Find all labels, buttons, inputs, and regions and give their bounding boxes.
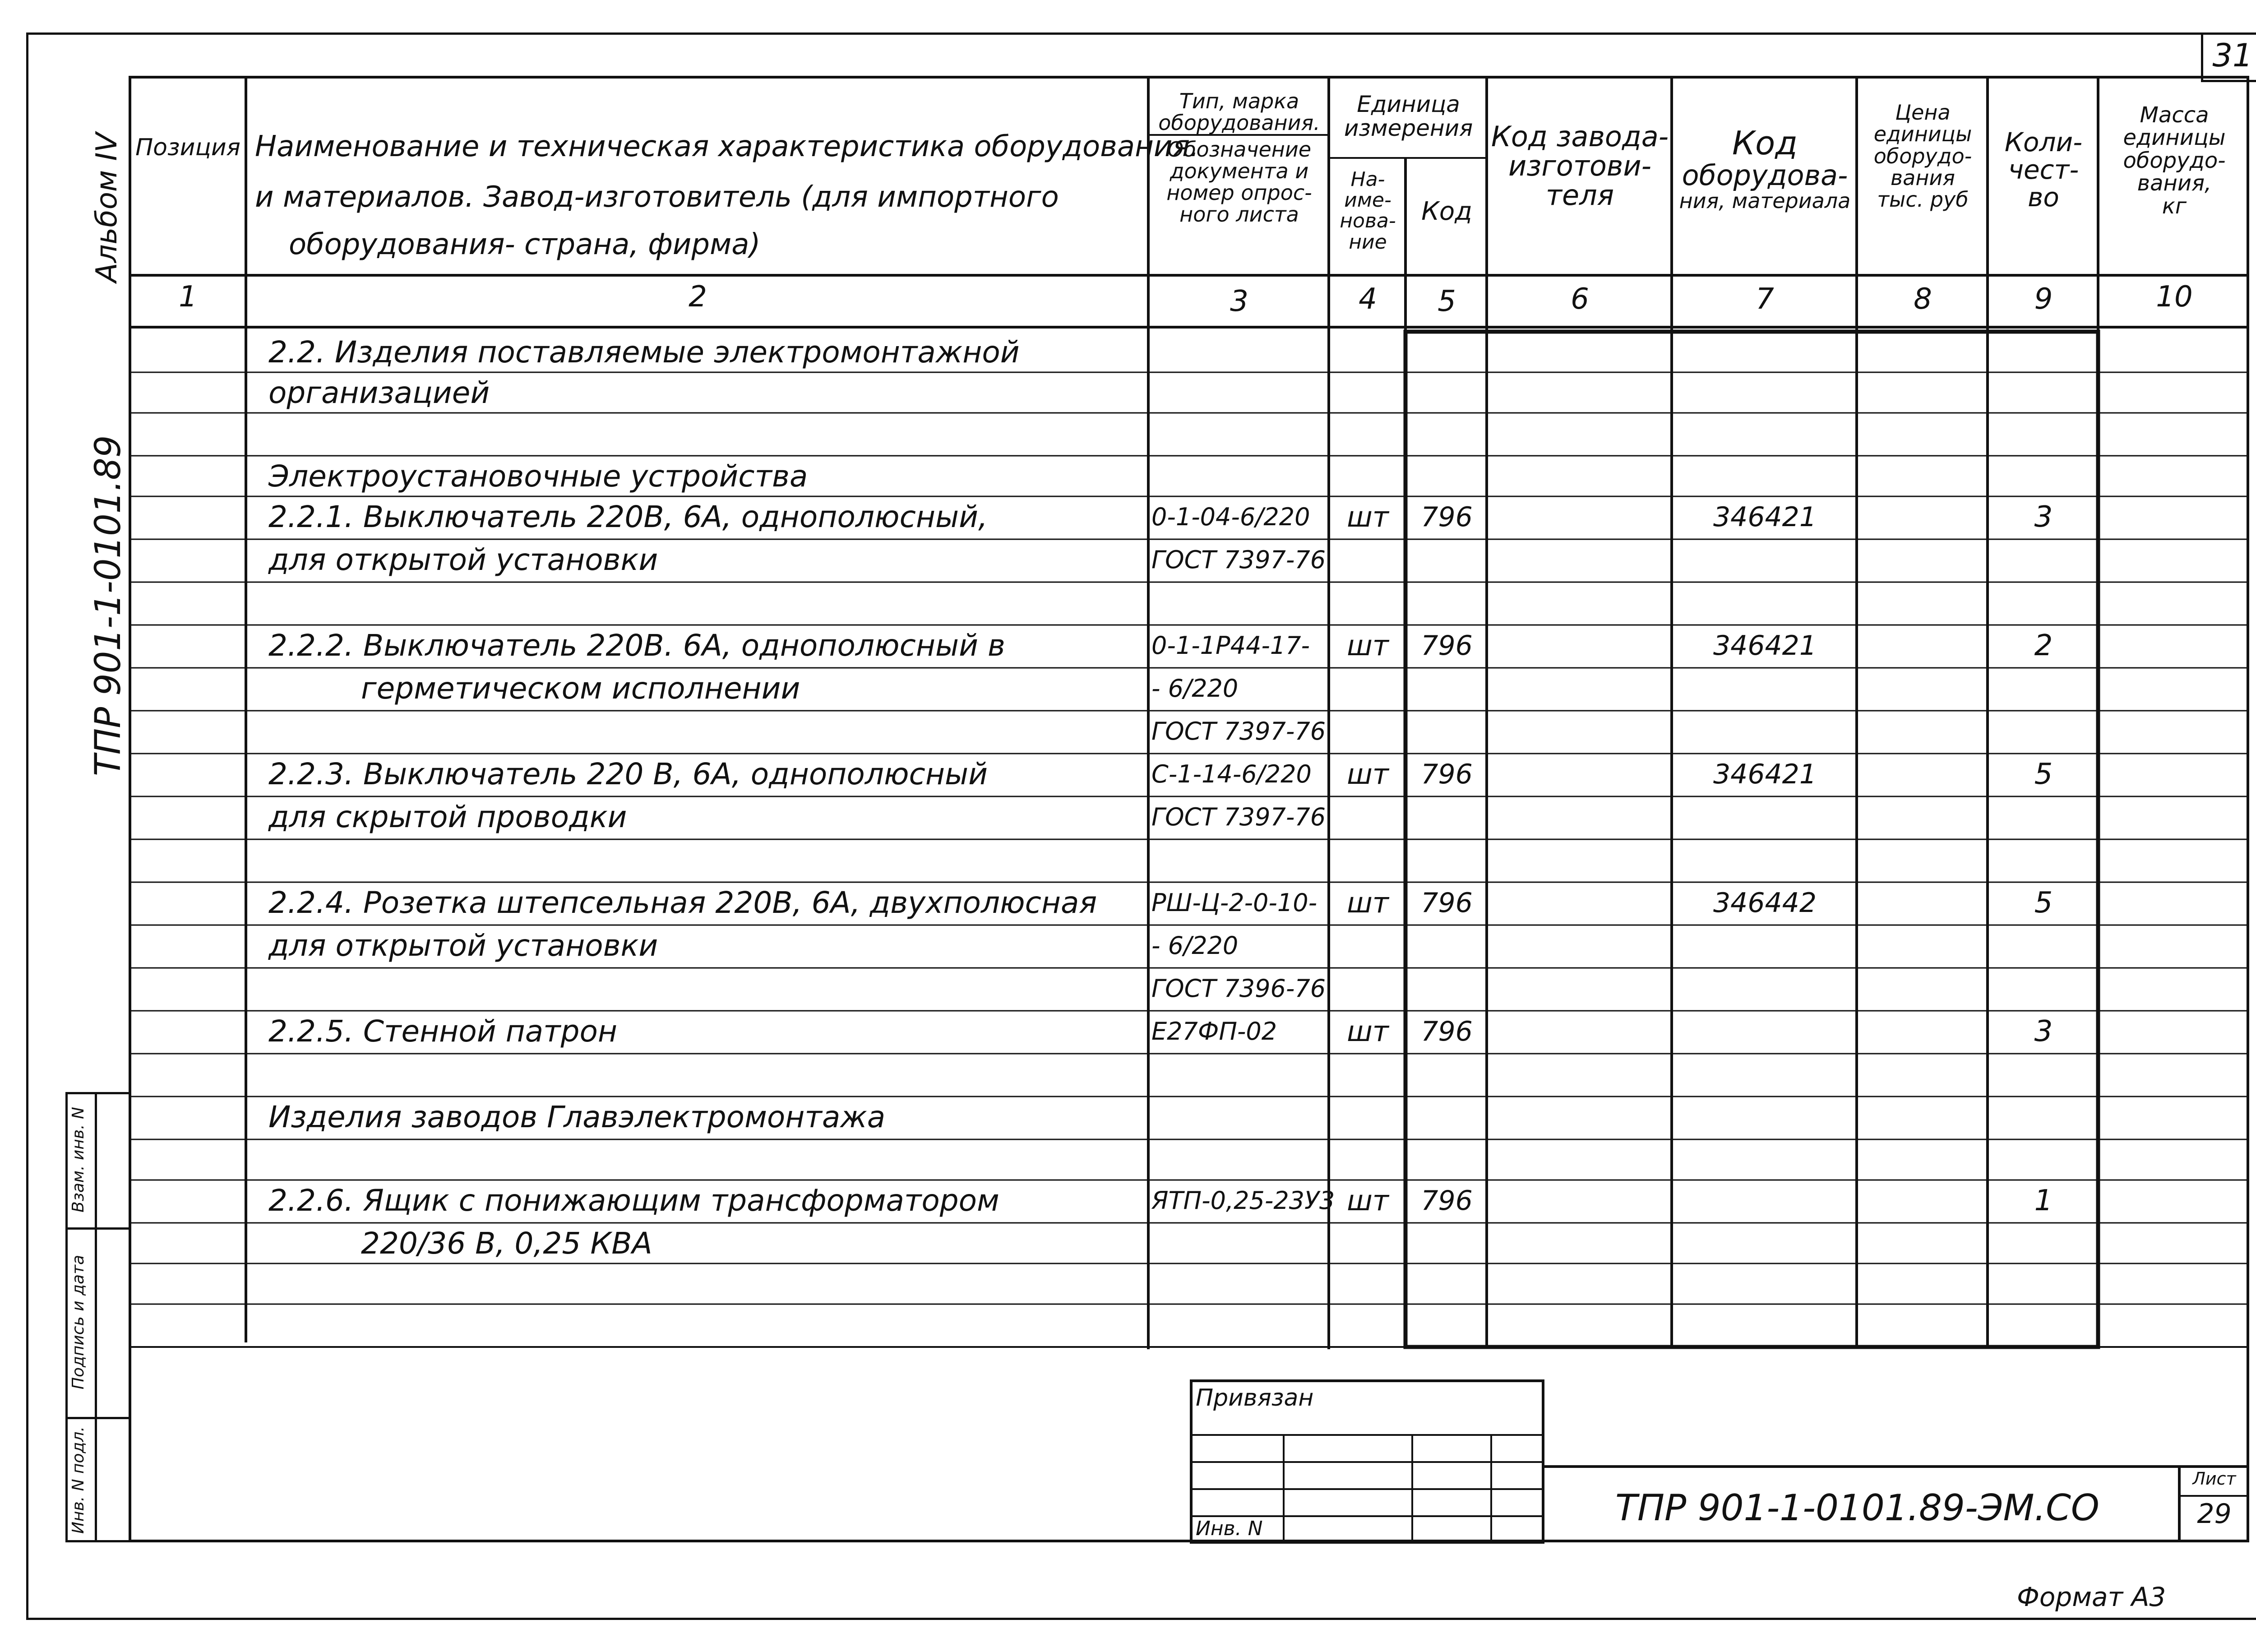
- table-row: [0, 1139, 2256, 1180]
- header-mass-l1: Масса: [2140, 102, 2209, 128]
- header-factory-l1: Код завода-: [1491, 120, 1669, 153]
- row-name: для открытой установки: [268, 542, 658, 577]
- header-unit-name-l3: нова-: [1340, 209, 1396, 233]
- header-unit-name-l4: ние: [1349, 230, 1387, 254]
- row-name: 220/36 В, 0,25 КВА: [361, 1226, 652, 1261]
- header-unit-group: [1330, 93, 1487, 140]
- row-doc: Е27ФП-02: [1151, 1017, 1277, 1046]
- header-price: [1858, 102, 1988, 210]
- row-name: Электроустановочные устройства: [268, 459, 808, 494]
- header-position: Позиция: [135, 134, 240, 161]
- table-row: [0, 711, 2256, 751]
- table-row: [0, 925, 2256, 966]
- header-price-l3: оборудо-: [1873, 143, 1972, 168]
- header-mass: [2099, 104, 2249, 217]
- row-equipment-code: 346421: [1713, 759, 1817, 790]
- table-row: [0, 372, 2256, 413]
- row-doc: ГОСТ 7397-76: [1151, 717, 1326, 745]
- header-mass-l5: кг: [2162, 193, 2187, 219]
- row-name: 2.2.2. Выключатель 220В. 6А, однополюсный в: [268, 628, 1005, 663]
- inv-podl-label: Инв. N подл.: [69, 1426, 88, 1534]
- row-doc: ГОСТ 7397-76: [1151, 546, 1326, 574]
- album-label: Альбом IV: [90, 132, 124, 283]
- colnum-9: 9: [2034, 282, 2053, 316]
- header-unit-l1: Единица: [1357, 91, 1460, 117]
- table-row: [0, 754, 2256, 794]
- header-equip-l2: оборудова-: [1682, 158, 1848, 192]
- row-unit-code: 796: [1421, 630, 1473, 662]
- colnum-4: 4: [1359, 282, 1377, 316]
- header-quantity: [1989, 129, 2098, 211]
- table-row: [0, 332, 2256, 372]
- header-type-l5: номер опрос-: [1166, 180, 1312, 205]
- sheet-label: Лист: [2192, 1469, 2236, 1489]
- table-row: [0, 1054, 2256, 1094]
- table-row: [0, 539, 2256, 580]
- row-doc: 0-1-1Р44-17-: [1151, 631, 1310, 660]
- row-quantity: 5: [2034, 758, 2053, 791]
- row-unit: шт: [1347, 629, 1389, 662]
- header-price-l5: тыс. руб: [1877, 187, 1969, 212]
- row-doc: С-1-14-6/220: [1151, 760, 1312, 788]
- header-equip-l3: ния, материала: [1679, 188, 1851, 213]
- table-row: [0, 968, 2256, 1009]
- colnum-7: 7: [1756, 282, 1774, 316]
- podpis-data-label: Подпись и дата: [69, 1254, 88, 1390]
- row-quantity: 5: [2034, 886, 2053, 920]
- header-name-line1: Наименование и техническая характеристика оборудования.: [255, 130, 1199, 163]
- privyazan-label: Привязан: [1196, 1384, 1314, 1411]
- header-name-line3: оборудования- страна, фирма): [289, 228, 761, 261]
- colnum-3: 3: [1230, 285, 1248, 318]
- row-unit-code: 796: [1421, 759, 1473, 790]
- header-type-l6: ного листа: [1179, 202, 1299, 227]
- header-mass-l3: оборудо-: [2123, 148, 2226, 173]
- header-type-l2: оборудования.: [1150, 112, 1329, 135]
- table-row: [0, 796, 2256, 837]
- row-name: для скрытой проводки: [268, 800, 627, 834]
- row-name: 2.2. Изделия поставляемые электромонтажной: [268, 335, 1020, 370]
- header-equip-l1: Код: [1732, 124, 1798, 162]
- table-row: [0, 882, 2256, 923]
- table-row: [0, 668, 2256, 708]
- row-name: для открытой установки: [268, 928, 658, 963]
- header-factory-l3: теля: [1545, 179, 1614, 212]
- stamp-inv-label: Инв. N: [1196, 1517, 1263, 1540]
- header-type-l1: Тип, марка: [1179, 89, 1299, 113]
- header-type: [1150, 90, 1329, 226]
- row-doc: - 6/220: [1151, 674, 1239, 703]
- table-row: [0, 582, 2256, 623]
- header-qty-l3: во: [2028, 181, 2059, 213]
- colnum-6: 6: [1571, 282, 1589, 316]
- row-doc: РШ-Ц-2-0-10-: [1151, 888, 1318, 917]
- header-mass-l4: вания,: [2137, 171, 2212, 196]
- row-doc: ГОСТ 7397-76: [1151, 803, 1326, 831]
- header-price-l2: единицы: [1873, 122, 1972, 147]
- header-unit-name-l1: На-: [1350, 168, 1385, 191]
- row-name: 2.2.4. Розетка штепсельная 220В, 6А, двухполюсная: [268, 885, 1097, 920]
- colnum-10: 10: [2156, 280, 2193, 314]
- colnum-1: 1: [179, 280, 197, 314]
- header-unit-name-l2: име-: [1344, 189, 1392, 212]
- header-name-line2: и материалов. Завод-изготовитель (для импортного: [255, 180, 1059, 214]
- table-row: [0, 413, 2256, 453]
- header-type-l3: Обозначение: [1167, 137, 1312, 162]
- header-mass-l2: единицы: [2123, 125, 2226, 151]
- format-label: Формат А3: [2017, 1582, 2166, 1612]
- row-doc: 0-1-04-6/220: [1151, 503, 1310, 531]
- row-unit-code: 796: [1421, 501, 1473, 533]
- vzam-inv-label: Взам. инв. N: [69, 1107, 88, 1212]
- table-row: [0, 839, 2256, 880]
- row-unit: шт: [1347, 1184, 1389, 1217]
- header-price-l1: Цена: [1895, 100, 1951, 125]
- document-code: ТПР 901-1-0101.89-ЭМ.СО: [1615, 1487, 2099, 1529]
- row-doc: - 6/220: [1151, 931, 1239, 960]
- row-quantity: 3: [2034, 1015, 2053, 1048]
- row-equipment-code: 346421: [1713, 501, 1817, 533]
- row-unit: шт: [1347, 500, 1389, 533]
- row-unit-code: 796: [1421, 887, 1473, 919]
- row-unit: шт: [1347, 758, 1389, 791]
- row-name: Изделия заводов Главэлектромонтажа: [268, 1100, 886, 1134]
- table-row: [0, 496, 2256, 537]
- header-unit-l2: измерения: [1344, 115, 1473, 141]
- header-qty-l1: Коли-: [2004, 127, 2083, 157]
- table-row: [0, 1097, 2256, 1137]
- header-factory-l2: изготови-: [1508, 149, 1652, 183]
- row-doc: ЯТП-0,25-23У3: [1151, 1186, 1335, 1215]
- row-equipment-code: 346442: [1713, 887, 1817, 919]
- row-name: 2.2.6. Ящик с понижающим трансформатором: [268, 1183, 999, 1218]
- table-row: [0, 456, 2256, 496]
- table-row: [0, 1011, 2256, 1051]
- sheet-number: 29: [2197, 1498, 2232, 1530]
- colnum-5: 5: [1438, 285, 1456, 318]
- colnum-2: 2: [689, 280, 707, 314]
- header-equipment-code: [1673, 126, 1857, 212]
- table-row: [0, 625, 2256, 666]
- header-qty-l2: чест-: [2008, 154, 2079, 185]
- row-unit-code: 796: [1421, 1185, 1473, 1217]
- row-name: 2.2.1. Выключатель 220В, 6А, однополюсный,: [268, 500, 988, 534]
- row-equipment-code: 346421: [1713, 630, 1817, 662]
- table-row: [0, 1180, 2256, 1221]
- row-name: 2.2.3. Выключатель 220 В, 6А, однополюсный: [268, 757, 988, 791]
- row-name: герметическом исполнении: [361, 671, 800, 706]
- header-unit-name: [1330, 169, 1405, 253]
- header-unit-code: Код: [1421, 197, 1472, 226]
- row-unit: шт: [1347, 886, 1389, 919]
- corner-number: 31: [2212, 37, 2253, 74]
- row-quantity: 1: [2034, 1184, 2053, 1217]
- header-type-l4: документа и: [1170, 158, 1309, 183]
- row-quantity: 3: [2034, 500, 2053, 534]
- table-row: [0, 1223, 2256, 1263]
- row-quantity: 2: [2034, 629, 2053, 662]
- project-side-label: ТПР 901-1-0101.89: [88, 435, 129, 776]
- header-price-l4: вания: [1891, 165, 1955, 190]
- row-name: организацией: [268, 375, 490, 410]
- row-unit: шт: [1347, 1015, 1389, 1048]
- header-factory-code: [1488, 122, 1672, 210]
- colnum-8: 8: [1914, 282, 1932, 316]
- row-doc: ГОСТ 7396-76: [1151, 974, 1326, 1003]
- row-name: 2.2.5. Стенной патрон: [268, 1014, 618, 1049]
- row-unit-code: 796: [1421, 1016, 1473, 1047]
